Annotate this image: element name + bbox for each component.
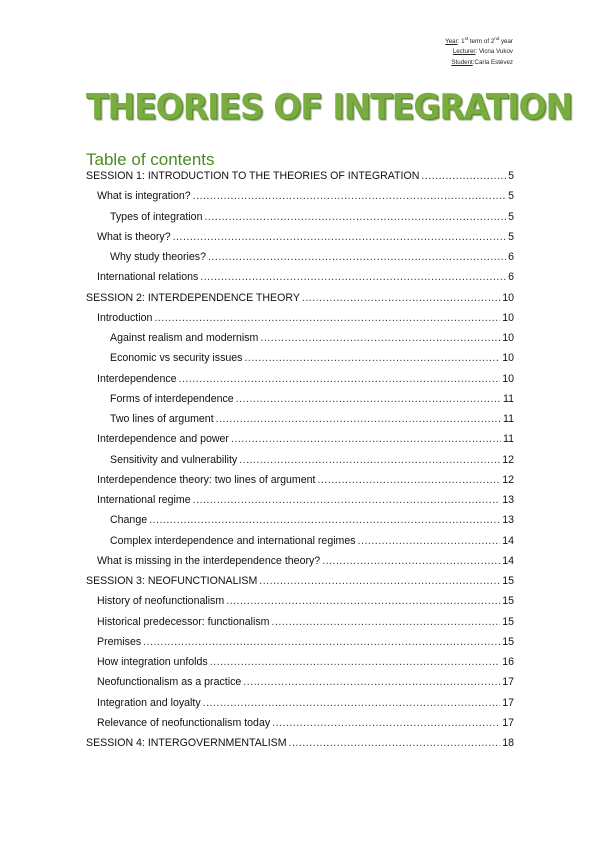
toc-entry[interactable] bbox=[86, 591, 514, 611]
toc-entry-label: Economic vs security issues bbox=[110, 352, 243, 365]
toc-leader-dots bbox=[259, 571, 500, 591]
toc-entry-page: 18 bbox=[502, 737, 514, 749]
toc-entry[interactable] bbox=[86, 369, 514, 389]
toc-leader-dots bbox=[289, 733, 501, 753]
toc-entry-page: 14 bbox=[502, 534, 514, 547]
toc-entry-page: 11 bbox=[503, 433, 514, 446]
toc-leader-dots bbox=[302, 288, 500, 308]
toc-entry[interactable] bbox=[86, 510, 514, 530]
toc-entry-label: Interdependence bbox=[97, 372, 177, 385]
toc-entry-page: 15 bbox=[502, 595, 514, 608]
toc-entry[interactable] bbox=[86, 227, 514, 247]
toc-entry[interactable] bbox=[86, 490, 514, 510]
toc-entry[interactable] bbox=[86, 733, 514, 753]
toc-entry-label: Types of integration bbox=[110, 210, 203, 223]
toc-entry[interactable] bbox=[86, 207, 514, 227]
toc-entry-page: 5 bbox=[508, 230, 514, 243]
toc-entry-label: SESSION 3: NEOFUNCTIONALISM bbox=[86, 575, 258, 587]
toc-leader-dots bbox=[193, 490, 501, 510]
toc-entry-label: Historical predecessor: functionalism bbox=[97, 615, 270, 628]
toc-leader-dots bbox=[272, 713, 500, 733]
meta-year-mid: term of 2 bbox=[468, 38, 495, 45]
toc-entry-page: 11 bbox=[503, 392, 514, 405]
toc-entry-label: Integration and loyalty bbox=[97, 696, 201, 709]
toc-leader-dots bbox=[149, 510, 500, 530]
meta-lecturer: Lecturer: Vicna Vukov bbox=[452, 48, 513, 56]
toc-entry-label: Introduction bbox=[97, 311, 153, 324]
toc-entry-page: 17 bbox=[502, 676, 514, 689]
toc-entry[interactable] bbox=[86, 551, 514, 571]
toc-entry-page: 6 bbox=[508, 251, 514, 263]
toc-leader-dots bbox=[173, 227, 506, 247]
toc-entry-page: 17 bbox=[502, 696, 514, 709]
toc-entry[interactable] bbox=[86, 693, 514, 713]
toc-entry[interactable] bbox=[86, 713, 514, 733]
toc-entry-page: 13 bbox=[502, 514, 514, 527]
toc-entry-page: 15 bbox=[502, 615, 514, 628]
toc-leader-dots bbox=[226, 591, 500, 611]
toc-entry[interactable] bbox=[86, 672, 514, 692]
toc-entry-label: Premises bbox=[97, 635, 142, 648]
toc-heading: Table of contents bbox=[86, 150, 215, 169]
toc-leader-dots bbox=[318, 470, 501, 490]
toc-entry-label: Change bbox=[110, 514, 148, 527]
toc-entry-page: 10 bbox=[502, 372, 514, 385]
toc-leader-dots bbox=[243, 672, 500, 692]
toc-leader-dots bbox=[208, 247, 506, 267]
toc-leader-dots bbox=[231, 429, 501, 449]
toc-entry-label: Sensitivity and vulnerability bbox=[110, 453, 238, 466]
toc-entry[interactable] bbox=[86, 348, 514, 368]
document-meta bbox=[445, 34, 513, 68]
toc-leader-dots bbox=[216, 409, 501, 429]
meta-student: Student:Carla Estévez bbox=[451, 58, 513, 66]
toc-entry[interactable] bbox=[86, 652, 514, 672]
toc-entry[interactable] bbox=[86, 632, 514, 652]
toc-entry-label: Forms of interdependence bbox=[110, 392, 234, 405]
toc-entry[interactable] bbox=[86, 267, 514, 287]
toc-entry-label: SESSION 4: INTERGOVERNMENTALISM bbox=[86, 737, 287, 749]
toc-leader-dots bbox=[260, 328, 500, 348]
toc-entry-label: Two lines of argument bbox=[110, 413, 214, 425]
toc-entry-page: 6 bbox=[508, 271, 514, 284]
meta-student-value: Carla Estévez bbox=[474, 58, 513, 66]
toc-leader-dots bbox=[210, 652, 500, 672]
toc-entry-page: 16 bbox=[502, 656, 514, 668]
toc-entry-page: 5 bbox=[508, 210, 514, 223]
toc-entry-label: Against realism and modernism bbox=[110, 332, 259, 344]
toc-entry[interactable] bbox=[86, 328, 514, 348]
toc-entry[interactable] bbox=[86, 409, 514, 429]
toc-leader-dots bbox=[200, 267, 506, 287]
toc-entry[interactable] bbox=[86, 166, 514, 186]
toc-entry[interactable] bbox=[86, 247, 514, 267]
toc-entry-page: 10 bbox=[502, 352, 514, 365]
toc-entry-page: 15 bbox=[502, 575, 514, 587]
toc-entry-label: Complex interdependence and international regimes bbox=[110, 534, 356, 547]
toc-leader-dots bbox=[421, 166, 506, 186]
toc-entry-label: Relevance of neofunctionalism today bbox=[97, 716, 271, 729]
toc-leader-dots bbox=[154, 308, 500, 328]
toc-entry-label: International regime bbox=[97, 494, 191, 506]
toc-entry-page: 10 bbox=[502, 332, 514, 344]
meta-year-sup1: st bbox=[464, 36, 469, 41]
toc-entry[interactable] bbox=[86, 389, 514, 409]
toc-entry-label: Interdependence and power bbox=[97, 433, 229, 446]
meta-lecturer-value: Vicna Vukov bbox=[478, 48, 513, 56]
toc-entry-page: 10 bbox=[502, 311, 514, 324]
toc-entry[interactable] bbox=[86, 308, 514, 328]
toc-entry[interactable] bbox=[86, 531, 514, 551]
toc-entry[interactable] bbox=[86, 450, 514, 470]
toc-entry-label: What is integration? bbox=[97, 190, 191, 203]
meta-year-sup2: nd bbox=[494, 36, 500, 41]
toc-entry-page: 12 bbox=[502, 453, 514, 466]
table-of-contents bbox=[86, 166, 514, 753]
toc-entry-label: SESSION 1: INTRODUCTION TO THE THEORIES OF INTEGRATION bbox=[86, 170, 420, 182]
toc-entry[interactable] bbox=[86, 571, 514, 591]
toc-entry-label: Why study theories? bbox=[110, 251, 206, 263]
document-title: THEORIES OF INTEGRATION bbox=[86, 86, 573, 127]
toc-leader-dots bbox=[358, 531, 501, 551]
toc-leader-dots bbox=[236, 389, 501, 409]
toc-leader-dots bbox=[179, 369, 501, 389]
toc-entry-label: International relations bbox=[97, 271, 199, 284]
toc-entry-page: 14 bbox=[502, 554, 514, 567]
toc-entry-label: What is theory? bbox=[97, 230, 171, 243]
toc-entry-label: Neofunctionalism as a practice bbox=[97, 676, 242, 689]
toc-entry-page: 13 bbox=[502, 494, 514, 506]
meta-student-label: Student bbox=[451, 58, 473, 66]
toc-entry-page: 11 bbox=[503, 413, 514, 425]
toc-entry[interactable] bbox=[86, 470, 514, 490]
toc-entry-page: 17 bbox=[502, 716, 514, 729]
toc-entry-label: History of neofunctionalism bbox=[97, 595, 225, 608]
toc-entry[interactable] bbox=[86, 186, 514, 206]
toc-leader-dots bbox=[143, 632, 500, 652]
toc-leader-dots bbox=[244, 348, 500, 368]
toc-entry-page: 5 bbox=[508, 190, 514, 203]
meta-lecturer-label: Lecturer bbox=[452, 48, 476, 56]
toc-leader-dots bbox=[204, 207, 506, 227]
toc-entry-label: SESSION 2: INTERDEPENDENCE THEORY bbox=[86, 291, 300, 304]
toc-entry-page: 10 bbox=[502, 291, 514, 304]
toc-entry-label: How integration unfolds bbox=[97, 656, 208, 668]
meta-year-post: year bbox=[499, 38, 513, 45]
toc-entry[interactable] bbox=[86, 288, 514, 308]
toc-entry-page: 5 bbox=[508, 170, 514, 182]
toc-entry[interactable] bbox=[86, 429, 514, 449]
toc-leader-dots bbox=[193, 186, 506, 206]
toc-entry-label: Interdependence theory: two lines of argument bbox=[97, 473, 316, 486]
meta-year-label: Year bbox=[445, 38, 458, 45]
toc-leader-dots bbox=[272, 612, 501, 632]
meta-year-value: 1 bbox=[461, 38, 465, 45]
toc-entry-page: 12 bbox=[502, 473, 514, 486]
toc-leader-dots bbox=[239, 450, 500, 470]
toc-entry-label: What is missing in the interdependence theory? bbox=[97, 554, 321, 567]
toc-leader-dots bbox=[322, 551, 500, 571]
meta-year: Year: 1st term of 2nd year bbox=[445, 36, 513, 45]
toc-entry-page: 15 bbox=[502, 635, 514, 648]
toc-entry[interactable] bbox=[86, 612, 514, 632]
toc-leader-dots bbox=[203, 693, 501, 713]
